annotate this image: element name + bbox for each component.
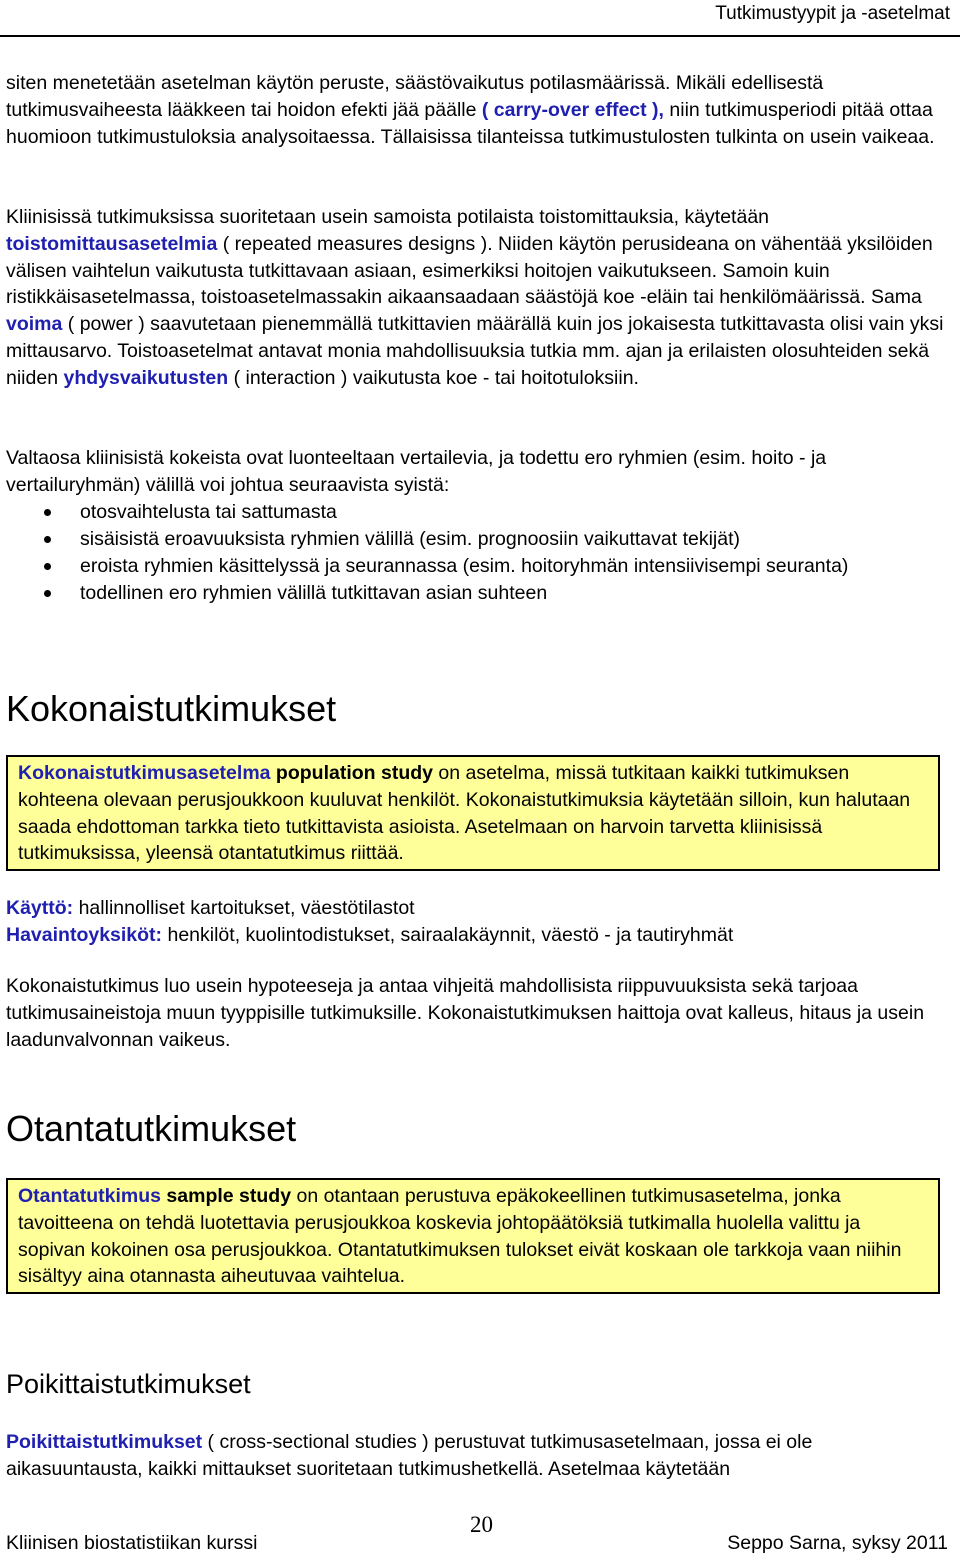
paragraph-text: ( repeated measures designs ). Niiden käytön perusideana on vähentää yksilöiden välisen vaihtelun vaikutusta tutkittavaan asiaan, esimerkiksi hoitojen vaikutukseen. Samoin kuin ristikkäisasetelmassa, toistoasetelmassakin aikaansaadaan säästöjä koe -eläin tai henkilömäärissä. Sama (6, 232, 933, 309)
paragraph-text: ( power ) saavutetaan pienemmällä tutkittavien määrällä kuin jos jokaisesta tutkittavasta olisi vain yksi mittausarvo. Toistoasetelmat antavat monia mahdollisuuksia tutkia mm. ajan ja erilaisten olosuhteiden sekä niiden (6, 313, 944, 389)
paragraph-text: ( cross-sectional studies ) perustuvat tutkimusasetelmaan, jossa ei ole aikasuuntausta, kaikki mittaukset suoritetaan tutkimushetkellä. Asetelmaa käytetään (6, 1431, 813, 1480)
definition-text: on otantaan perustuva epäkokeellinen tutkimusasetelma, jonka tavoitteena on tehdä luotettavia perusjoukkoa koskevia johtopäätöksiä tutkimalla huolella valittu ja sopivan kokoinen osa perusjoukkoa. Otantatutkimuksen tulokset eivät koskaan ole tarkkoja vaan niihin sisältyy aina otannasta aiheutuvaa vaihtelua. (18, 1185, 902, 1288)
usage-text: hallinnolliset kartoitukset, väestötilastot (73, 897, 415, 919)
reasons-bullet-list (6, 499, 936, 607)
list-item: eroista ryhmien käsittelyssä ja seurannassa (esim. hoitoryhmän intensiivisempi seuranta) (6, 553, 936, 580)
observation-units-text: henkilöt, kuolintodistukset, sairaalakäynnit, väestö - ja tautiryhmät (162, 924, 734, 946)
term-voima: voima (6, 313, 63, 336)
list-item: sisäisistä eroavuuksista ryhmien välillä (esim. prognoosiin vaikuttavat tekijät) (6, 526, 936, 553)
english-term: population study (270, 762, 439, 784)
paragraph-carry-over (6, 70, 946, 150)
bullet-icon (44, 590, 51, 597)
bullet-icon (44, 536, 51, 543)
term-kokonaistutkimusasetelma: Kokonaistutkimusasetelma (18, 762, 271, 784)
usage-line (6, 895, 946, 922)
header-rule (0, 35, 960, 37)
section-heading-poikittaistutkimukset: Poikittaistutkimukset (6, 1369, 251, 1399)
paragraph-text: ( interaction ) vaikutusta koe - tai hoitotuloksiin. (228, 366, 639, 389)
list-item: otosvaihtelusta tai sattumasta (6, 499, 936, 526)
bullet-icon (44, 509, 51, 516)
definition-box-sample-study (6, 1178, 940, 1294)
paragraph-comparison-intro: Valtaosa kliinisistä kokeista ovat luonteeltaan vertailevia, ja todettu ero ryhmien (esim. hoito - ja vertailuryhmän) välillä voi johtua seuraavista syistä: (6, 447, 827, 496)
paragraph-population-study: Kokonaistutkimus luo usein hypoteeseja ja antaa vihjeitä mahdollisista riippuvuuksista sekä tarjoaa tutkimusaineistoja muun tyyppisille tutkimuksille. Kokonaistutkimuksen haittoja ovat kalleus, hitaus ja usein laadunvalvonnan vaikeus. (6, 975, 925, 1051)
section-heading-otantatutkimukset: Otantatutkimukset (6, 1108, 297, 1149)
footer-author: Seppo Sarna, syksy 2011 (727, 1532, 948, 1554)
paragraph-repeated-measures (6, 204, 946, 392)
observation-units-line (6, 922, 946, 949)
paragraph-cross-sectional (6, 1429, 946, 1483)
page-number: 20 (470, 1512, 493, 1537)
term-yhdysvaikutusten: yhdysvaikutusten (63, 366, 229, 389)
definition-text: on asetelma, missä tutkitaan kaikki tutkimuksen kohteena olevaan perusjoukkoon kuuluvat henkilöt. Kokonaistutkimuksia käytetään silloin, kun halutaan saada ehdottoman tarkka tieto tutkittavista asioista. Asetelmaan on harvoin tarvetta kliinisissä tutkimuksissa, yleensä otantatutkimus riittää. (18, 762, 911, 865)
paragraph-text: niin tutkimusperiodi pitää ottaa huomioon tutkimustuloksia analysoitaessa. Tällaisissa tilanteissa tutkimustulosten tulkinta on usein vaikeaa. (6, 98, 935, 148)
paragraph-text: siten menetetään asetelman käytön peruste, säästövaikutus potilasmäärissä. Mikäli edellisestä tutkimusvaiheesta lääkkeen tai hoidon efekti jää päälle (6, 72, 824, 121)
term-carry-over-effect: ( carry-over effect ), (481, 98, 664, 121)
term-poikittaistutkimukset: Poikittaistutkimukset (6, 1431, 203, 1453)
term-otantatutkimus: Otantatutkimus (18, 1185, 162, 1207)
footer-course-name: Kliinisen biostatistiikan kurssi (6, 1532, 258, 1554)
running-header-title: Tutkimustyypit ja -asetelmat (715, 3, 950, 24)
section-heading-kokonaistutkimukset: Kokonaistutkimukset (6, 688, 337, 729)
observation-units-label: Havaintoyksiköt: (6, 924, 163, 946)
bullet-icon (44, 563, 51, 570)
english-term: sample study (161, 1185, 297, 1207)
paragraph-text: Kliinisissä tutkimuksissa suoritetaan usein samoista potilaista toistomittauksia, käytetään (6, 206, 770, 228)
list-item: todellinen ero ryhmien välillä tutkittavan asian suhteen (6, 580, 936, 607)
term-toistomittausasetelmia: toistomittausasetelmia (6, 232, 218, 255)
definition-box-population-study (6, 755, 940, 871)
usage-label: Käyttö: (6, 897, 74, 919)
